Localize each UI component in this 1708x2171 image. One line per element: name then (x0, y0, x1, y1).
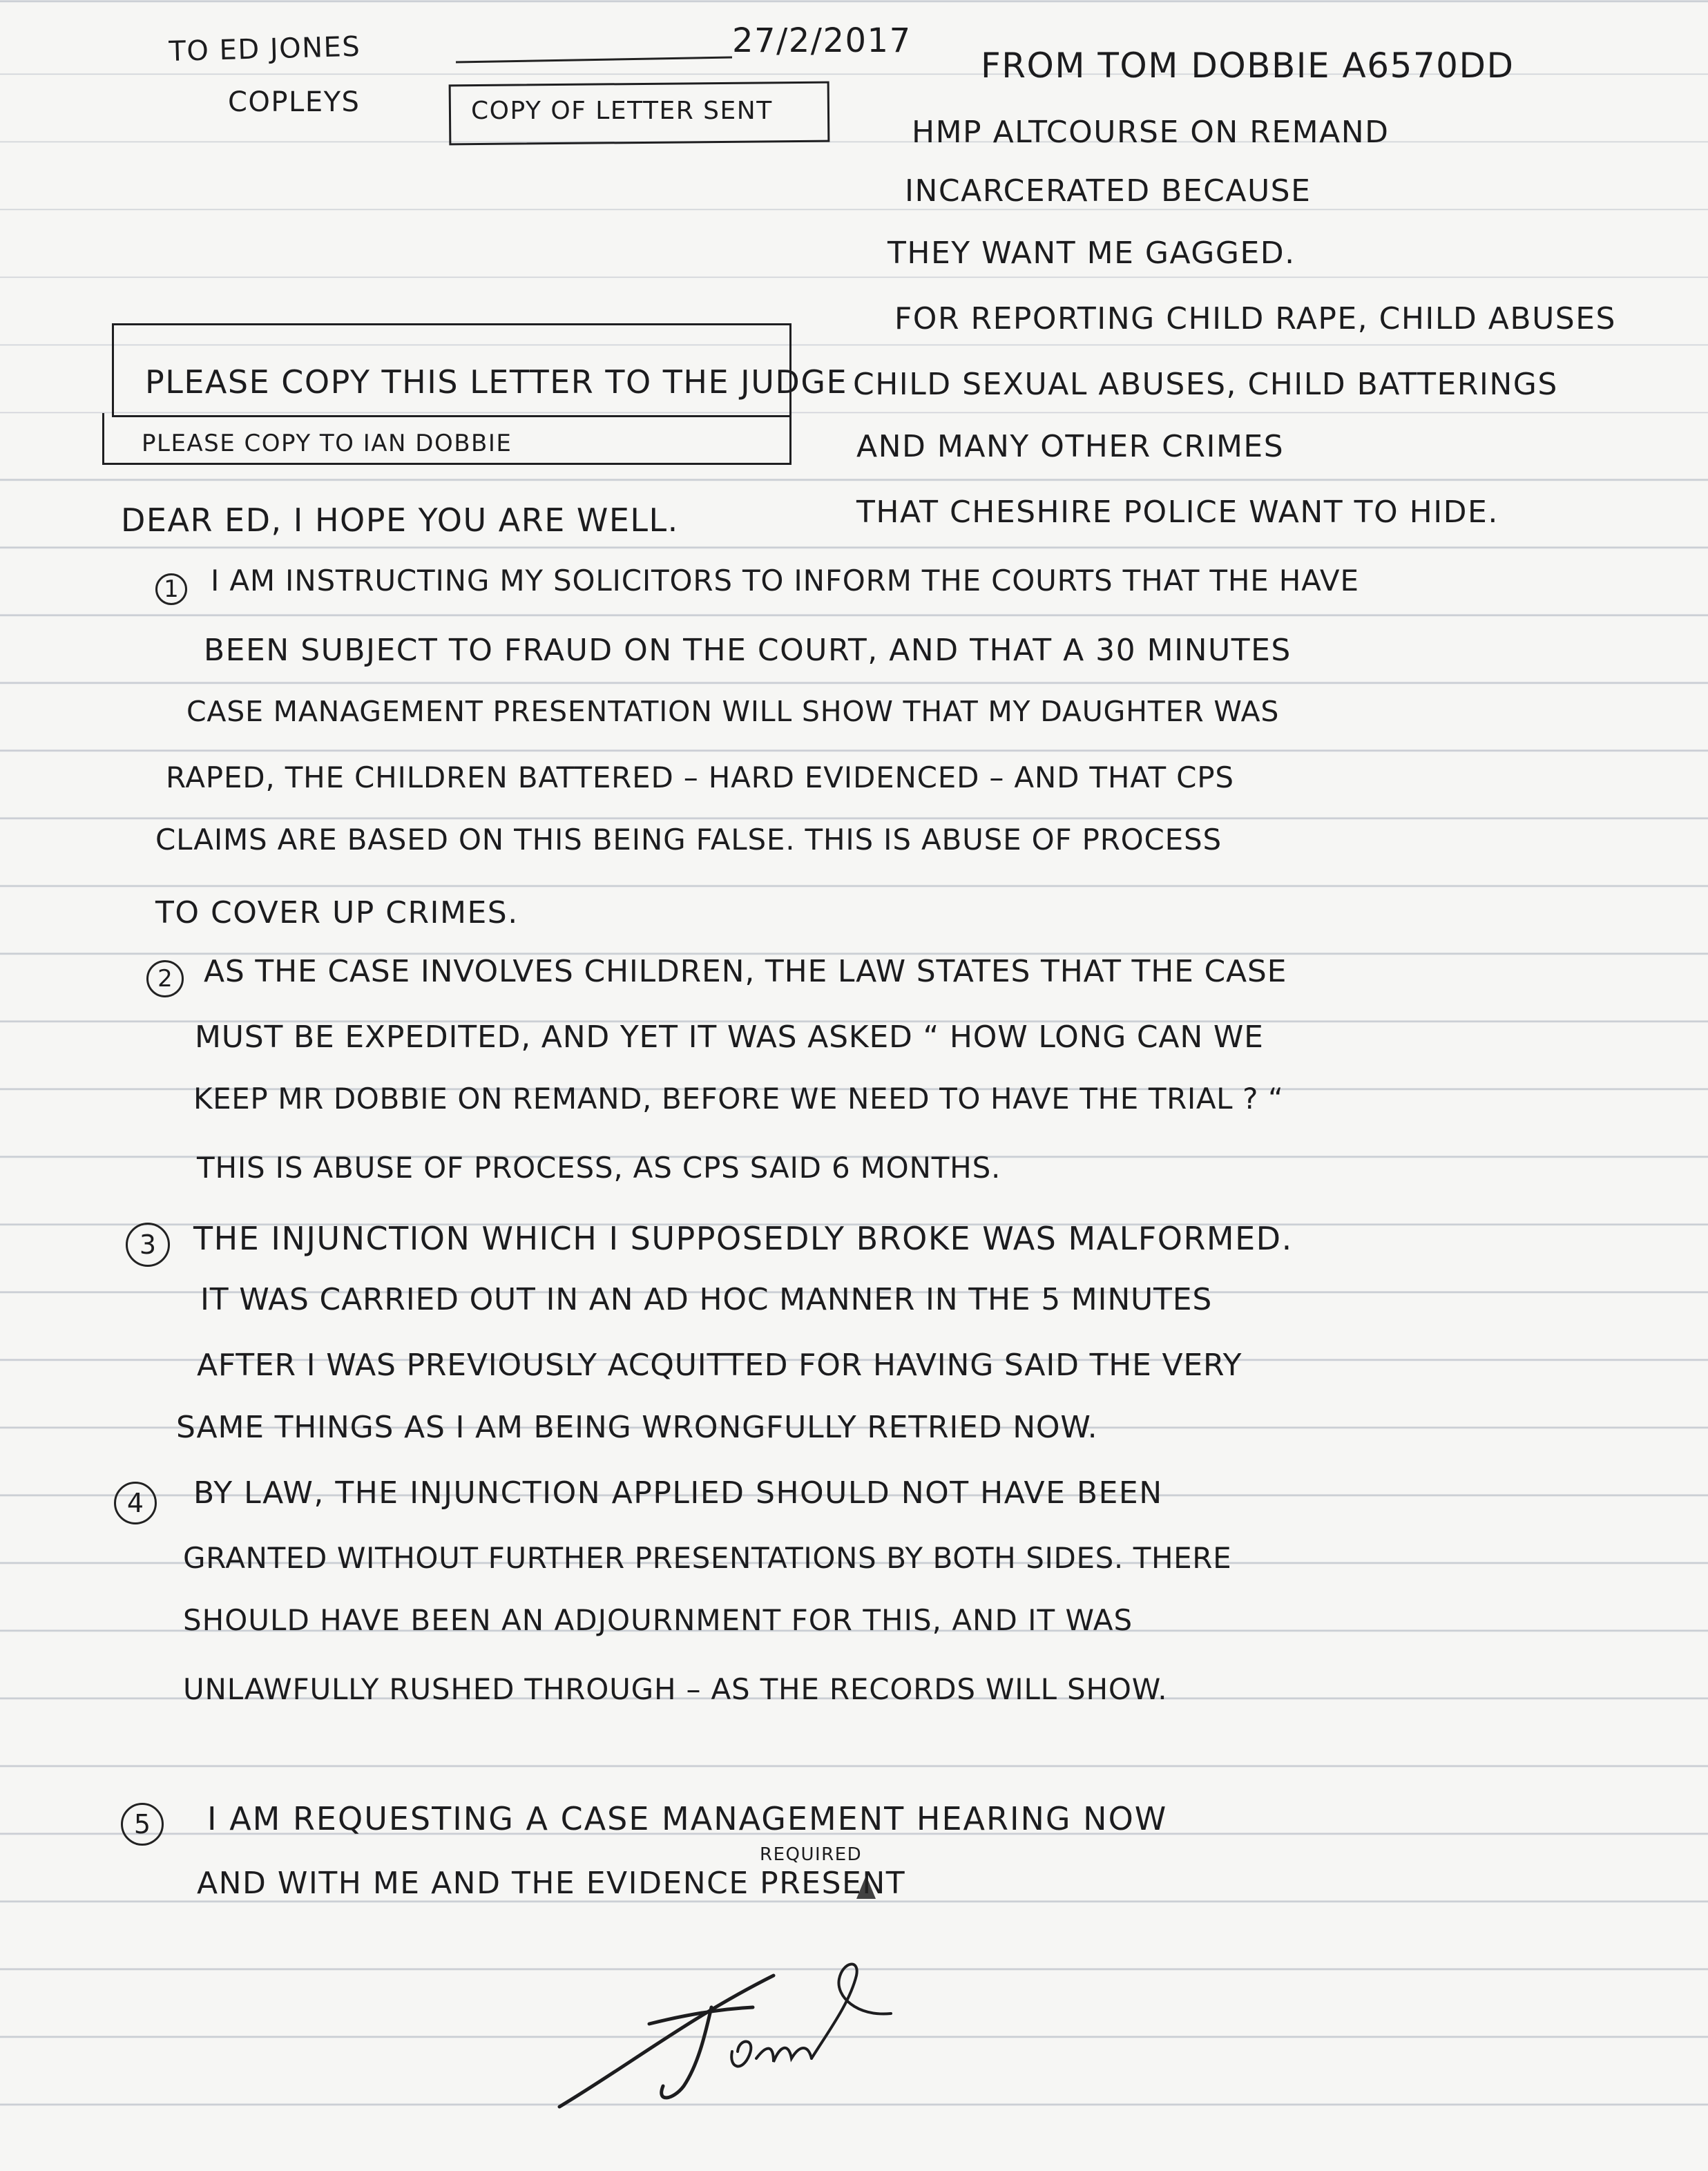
sender-line: THAT CHESHIRE POLICE WANT TO HIDE. (856, 495, 1499, 530)
sender-line: AND MANY OTHER CRIMES (856, 429, 1285, 464)
point-line: AND WITH ME AND THE EVIDENCE PRESENT (197, 1866, 906, 1901)
copy-note: COPY OF LETTER SENT (471, 97, 773, 125)
point-line: CASE MANAGEMENT PRESENTATION WILL SHOW THAT MY DAUGHTER WAS (186, 695, 1280, 728)
sender-line: INCARCERATED BECAUSE (905, 173, 1312, 209)
signature (546, 1948, 905, 2127)
insertion-note: REQUIRED (760, 1844, 863, 1865)
point-line: SHOULD HAVE BEEN AN ADJOURNMENT FOR THIS, AND IT WAS (183, 1603, 1133, 1637)
point-number: 4 (114, 1482, 157, 1524)
insertion-caret (856, 1875, 876, 1899)
point-line: CLAIMS ARE BASED ON THIS BEING FALSE. THIS IS ABUSE OF PROCESS (155, 823, 1222, 857)
point-line: UNLAWFULLY RUSHED THROUGH – AS THE RECORDS WILL SHOW. (183, 1672, 1168, 1706)
letter-date: 27/2/2017 (732, 21, 912, 60)
point-number: 3 (126, 1223, 170, 1267)
point-line: BEEN SUBJECT TO FRAUD ON THE COURT, AND THAT A 30 MINUTES (204, 633, 1292, 668)
point-number: 1 (155, 573, 187, 605)
point-line: TO COVER UP CRIMES. (155, 895, 519, 930)
point-line: MUST BE EXPEDITED, AND YET IT WAS ASKED “ HOW LONG CAN WE (195, 1020, 1264, 1055)
addressee-name: TO ED JONES (168, 30, 361, 68)
sender-line: FOR REPORTING CHILD RAPE, CHILD ABUSES (894, 301, 1616, 336)
point-line: GRANTED WITHOUT FURTHER PRESENTATIONS BY BOTH SIDES. THERE (183, 1541, 1232, 1575)
point-line: I AM INSTRUCTING MY SOLICITORS TO INFORM THE COURTS THAT THE HAVE (211, 564, 1359, 597)
point-line: KEEP MR DOBBIE ON REMAND, BEFORE WE NEED TO HAVE THE TRIAL ? “ (193, 1082, 1284, 1116)
sender-line: FROM TOM DOBBIE A6570DD (981, 46, 1515, 86)
point-line: THIS IS ABUSE OF PROCESS, AS CPS SAID 6 MONTHS. (197, 1151, 1001, 1185)
sender-line: THEY WANT ME GAGGED. (887, 236, 1296, 271)
point-line: AFTER I WAS PREVIOUSLY ACQUITTED FOR HAVING SAID THE VERY (197, 1348, 1242, 1383)
point-line: AS THE CASE INVOLVES CHILDREN, THE LAW STATES THAT THE CASE (204, 954, 1287, 989)
addressee-firm: COPLEYS (228, 86, 361, 118)
sender-line: CHILD SEXUAL ABUSES, CHILD BATTERINGS (853, 367, 1558, 402)
header-rule (456, 57, 732, 64)
judge-copy-request: PLEASE COPY THIS LETTER TO THE JUDGE (145, 363, 848, 401)
point-number: 5 (121, 1803, 164, 1846)
point-line: SAME THINGS AS I AM BEING WRONGFULLY RETRIED NOW. (176, 1410, 1098, 1445)
salutation: DEAR ED, I HOPE YOU ARE WELL. (121, 501, 679, 539)
sender-line: HMP ALTCOURSE ON REMAND (912, 115, 1390, 150)
point-line: RAPED, THE CHILDREN BATTERED – HARD EVIDENCED – AND THAT CPS (166, 761, 1234, 794)
point-line: THE INJUNCTION WHICH I SUPPOSEDLY BROKE WAS MALFORMED. (193, 1220, 1293, 1257)
point-number: 2 (146, 960, 184, 997)
point-line: IT WAS CARRIED OUT IN AN AD HOC MANNER IN THE 5 MINUTES (200, 1282, 1213, 1317)
point-line: BY LAW, THE INJUNCTION APPLIED SHOULD NOT HAVE BEEN (193, 1475, 1163, 1511)
point-line: I AM REQUESTING A CASE MANAGEMENT HEARING NOW (207, 1800, 1168, 1837)
ian-copy-request: PLEASE COPY TO IAN DOBBIE (142, 430, 512, 457)
